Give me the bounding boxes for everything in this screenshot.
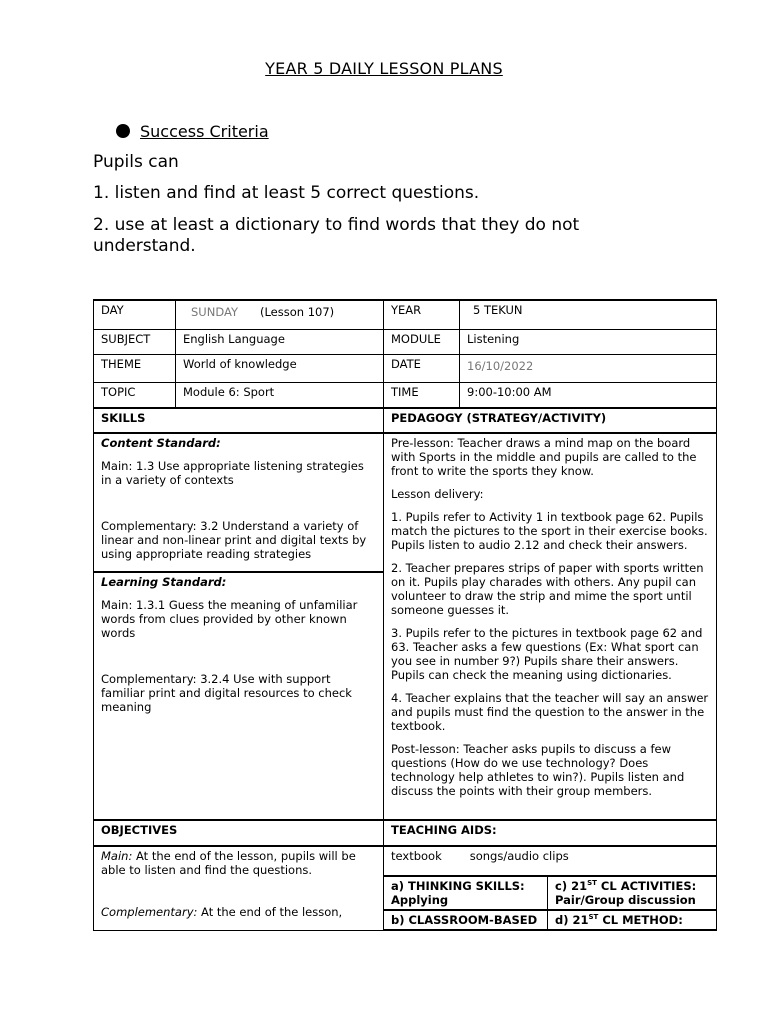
lesson-delivery-label: Lesson delivery:: [391, 487, 484, 501]
subject-value: English Language: [176, 329, 384, 354]
success-criteria-item-1: 1. listen and find at least 5 correct questions.: [93, 183, 480, 203]
day-cell: [176, 300, 384, 329]
activity-step-3: 3. Pupils refer to the pictures in textbook page 62 and 63. Teacher asks a few questions (Ex: What sport can you see in number 9?) Pupils share their answers. Pupils can check the meaning using dictionaries.: [391, 626, 703, 682]
pedagogy-heading: PEDAGOGY (STRATEGY/ACTIVITY): [384, 408, 717, 433]
lesson-plan-table: [93, 299, 717, 931]
thinking-skills-value: Applying: [391, 893, 449, 907]
classroom-based-label: b) CLASSROOM-BASED: [384, 910, 548, 930]
day-value: SUNDAY: [191, 305, 238, 319]
success-criteria-heading: [116, 122, 269, 141]
learning-standard-main: Main: 1.3.1 Guess the meaning of unfamiliar words from clues provided by other known words: [101, 598, 358, 640]
year-label: YEAR: [384, 300, 460, 329]
time-value: 9:00-10:00 AM: [460, 382, 717, 408]
success-criteria-label: Success Criteria: [140, 122, 269, 141]
theme-label: THEME: [94, 354, 176, 382]
success-criteria-intro: Pupils can: [93, 152, 179, 172]
content-standard-cell: [94, 433, 384, 572]
pedagogy-cell: [384, 433, 717, 820]
post-lesson: Post-lesson: Teacher asks pupils to discuss a few questions (How do we use technology? Does technology help athletes to win?). Pupils listen and discuss the points with their group members.: [391, 742, 685, 798]
content-standard-complementary: Complementary: 3.2 Understand a variety of linear and non-linear print and digital texts by using appropriate reading strategies: [101, 519, 367, 561]
module-value: Listening: [460, 329, 717, 354]
content-standard-label: Content Standard:: [101, 436, 221, 450]
lesson-number: (Lesson 107): [259, 305, 335, 319]
activity-step-4: 4. Teacher explains that the teacher will say an answer and pupils must find the question to the answer in the textbook.: [391, 691, 709, 733]
objective-complementary-label: Complementary:: [101, 905, 198, 919]
date-value: 16/10/2022: [460, 354, 717, 382]
objective-complementary-text: At the end of the lesson,: [197, 905, 343, 919]
teaching-aid-1: textbook: [391, 849, 442, 863]
objective-main-text: At the end of the lesson, pupils will be able to listen and find the questions.: [101, 849, 356, 877]
objectives-cell: [94, 846, 384, 930]
learning-standard-complementary: Complementary: 3.2.4 Use with support familiar print and digital resources to check meaning: [101, 672, 352, 714]
objective-main-label: Main:: [101, 849, 133, 863]
teaching-aids-heading: TEACHING AIDS:: [384, 820, 717, 846]
page-title: YEAR 5 DAILY LESSON PLANS: [265, 59, 503, 78]
time-label: TIME: [384, 382, 460, 408]
module-label: MODULE: [384, 329, 460, 354]
thinking-skills-label: a) THINKING SKILLS:: [391, 879, 525, 893]
thinking-skills-cell: [384, 876, 548, 910]
skills-heading: SKILLS: [94, 408, 384, 433]
cl-activities-value: Pair/Group discussion: [555, 893, 696, 907]
cl-method-label: d) 21ST CL METHOD:: [548, 910, 717, 930]
activity-step-1: 1. Pupils refer to Activity 1 in textbook page 62. Pupils match the pictures to the sport in their exercise books. Pupils listen to audio 2.12 and check their answers.: [391, 510, 708, 552]
topic-label: TOPIC: [94, 382, 176, 408]
content-standard-main: Main: 1.3 Use appropriate listening strategies in a variety of contexts: [101, 459, 364, 487]
topic-value: Module 6: Sport: [176, 382, 384, 408]
success-criteria-item-2: 2. use at least a dictionary to find words that they do not understand.: [93, 215, 580, 256]
teaching-aid-2: songs/audio clips: [469, 849, 569, 863]
teaching-aids-cell: [384, 846, 717, 876]
pre-lesson: Pre-lesson: Teacher draws a mind map on the board with Sports in the middle and pupils are called to the front to write the sports they know.: [391, 436, 697, 478]
learning-standard-label: Learning Standard:: [101, 575, 227, 589]
learning-standard-cell: [94, 572, 384, 820]
year-value: 5 TEKUN: [460, 300, 717, 329]
objectives-heading: OBJECTIVES: [94, 820, 384, 846]
activity-step-2: 2. Teacher prepares strips of paper with sports written on it. Pupils play charades with others. Any pupil can volunteer to draw the strip and mime the sport until someone guesses it.: [391, 561, 704, 617]
date-label: DATE: [384, 354, 460, 382]
cl-activities-cell: [548, 876, 717, 910]
bullet-icon: [116, 124, 130, 138]
subject-label: SUBJECT: [94, 329, 176, 354]
cl-activities-label: c) 21ST CL ACTIVITIES:: [555, 879, 697, 893]
day-label: DAY: [94, 300, 176, 329]
theme-value: World of knowledge: [176, 354, 384, 382]
